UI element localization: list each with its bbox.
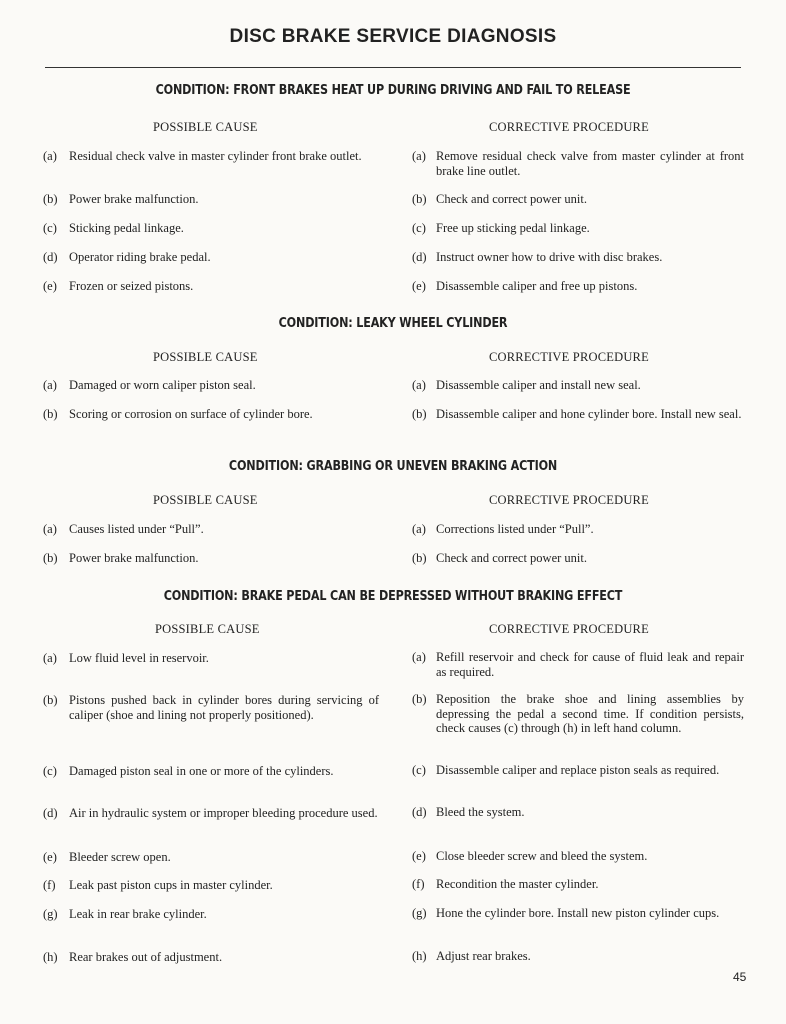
page-number: 45 — [733, 970, 747, 984]
corrective-procedure-header: CORRECTIVE PROCEDURE — [489, 622, 649, 636]
possible-cause-header: POSSIBLE CAUSE — [153, 350, 258, 364]
corrective-procedure-header: CORRECTIVE PROCEDURE — [489, 493, 649, 507]
condition-heading: CONDITION: FRONT BRAKES HEAT UP DURING DRIVING AND FAIL TO RELEASE — [155, 83, 631, 98]
possible-cause-header: POSSIBLE CAUSE — [155, 622, 260, 636]
page-title: DISC BRAKE SERVICE DIAGNOSIS — [229, 26, 557, 47]
condition-heading: CONDITION: LEAKY WHEEL CYLINDER — [278, 316, 508, 331]
corrective-procedure-header: CORRECTIVE PROCEDURE — [489, 350, 649, 364]
possible-cause-header: POSSIBLE CAUSE — [153, 120, 258, 134]
possible-cause-header: POSSIBLE CAUSE — [153, 493, 258, 507]
condition-heading: CONDITION: BRAKE PEDAL CAN BE DEPRESSED WITHOUT BRAKING EFFECT — [163, 589, 623, 604]
title-rule — [45, 67, 741, 68]
condition-heading: CONDITION: GRABBING OR UNEVEN BRAKING ACTION — [228, 459, 558, 474]
corrective-procedure-header: CORRECTIVE PROCEDURE — [489, 120, 649, 134]
